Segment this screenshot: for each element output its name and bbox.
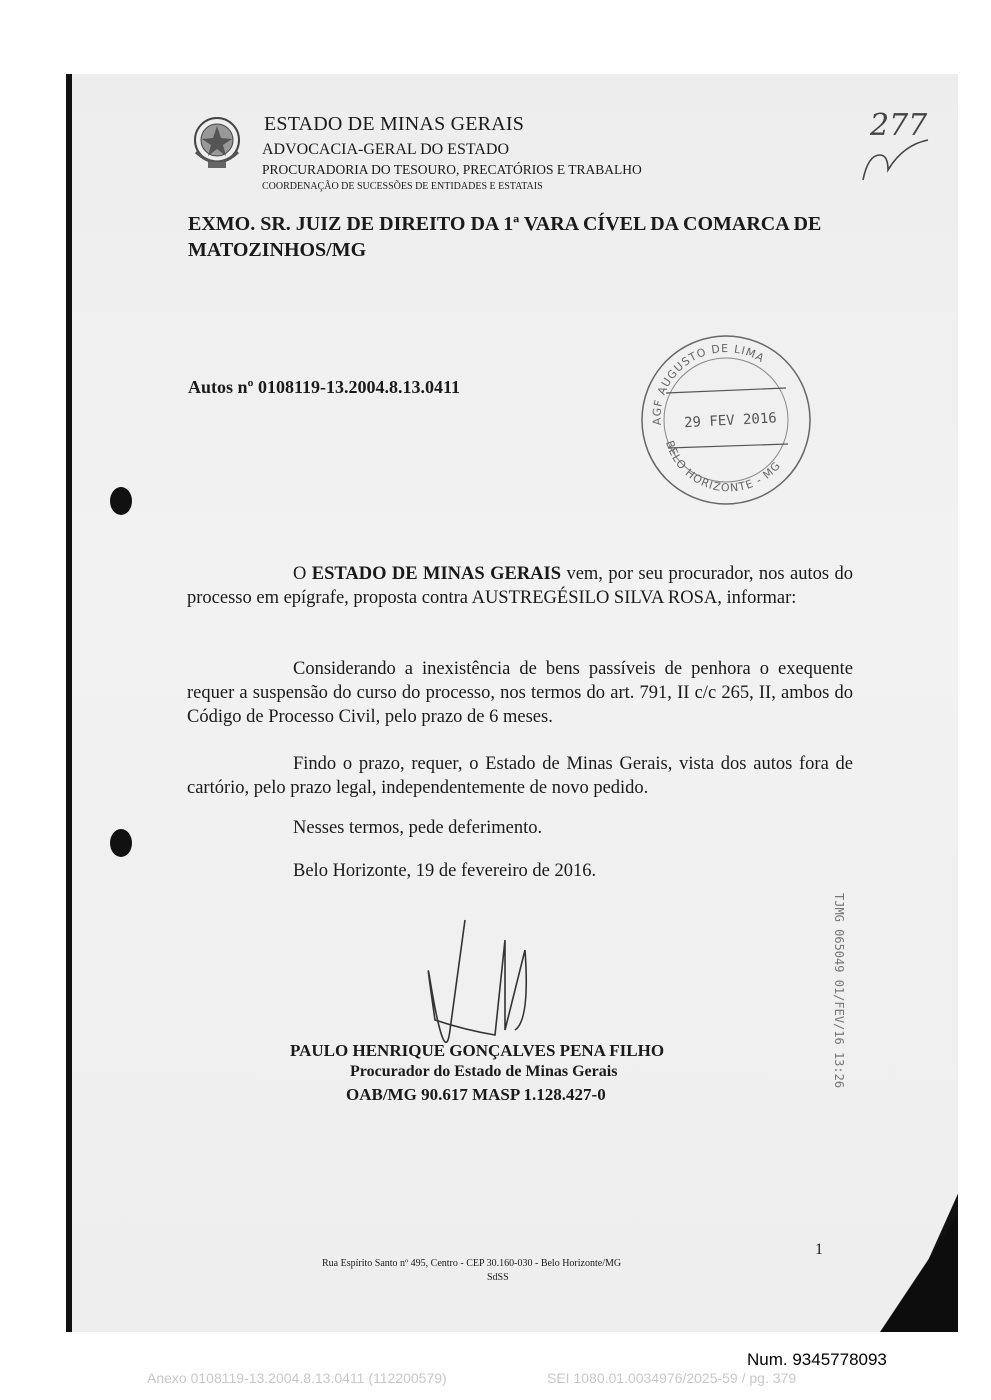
page-number: 1 — [815, 1241, 823, 1258]
footer-address: Rua Espírito Santo nº 495, Centro - CEP 30.160-030 - Belo Horizonte/MG — [322, 1258, 622, 1269]
paragraph-intro: O ESTADO DE MINAS GERAIS vem, por seu procurador, nos autos do processo em epígrafe, proposta contra AUSTREGÉSILO SILVA ROSA, informar: — [187, 564, 853, 608]
document-id: Num. 9345778093 — [747, 1350, 887, 1369]
place-date: Belo Horizonte, 19 de fevereiro de 2016. — [293, 861, 597, 881]
header-agency: ADVOCACIA-GERAL DO ESTADO — [262, 141, 509, 158]
signatory-role: Procurador do Estado de Minas Gerais — [350, 1063, 618, 1080]
addressee: EXMO. SR. JUIZ DE DIREITO DA 1ª VARA CÍVEL DA COMARCA DE MATOZINHOS/MG — [188, 213, 822, 261]
svg-text:BELO HORIZONTE - MG: BELO HORIZONTE - MG — [662, 438, 784, 495]
footer-code: SdSS — [487, 1272, 509, 1283]
paragraph-request: Considerando a inexistência de bens passíveis de penhora o exequente requer a suspensão do curso do processo, nos termos do art. 791, II c/c 265, II, ambos do Código de Processo Civil, pelo prazo de 6 meses. — [187, 659, 853, 727]
svg-text:AGF AUGUSTO DE LIMA: AGF AUGUSTO DE LIMA — [650, 342, 768, 426]
closing-line: Nesses termos, pede deferimento. — [293, 818, 543, 838]
svg-text:277: 277 — [870, 108, 928, 143]
sei-reference: SEI 1080.01.0034976/2025-59 / pg. 379 — [547, 1370, 797, 1386]
punch-hole — [110, 487, 132, 515]
header-department: PROCURADORIA DO TESOURO, PRECATÓRIOS E TRABALHO — [262, 162, 642, 177]
punch-hole — [110, 829, 132, 857]
header-coordination: COORDENAÇÃO DE SUCESSÕES DE ENTIDADES E ESTATAIS — [262, 181, 543, 192]
signatory-name: PAULO HENRIQUE GONÇALVES PENA FILHO — [290, 1041, 665, 1060]
svg-text:29 FEV 2016: 29 FEV 2016 — [683, 410, 778, 432]
handwritten-page-mark — [858, 95, 938, 190]
court-receipt-stamp: TJMG 065049 01/FEV/16 13:26 — [832, 893, 846, 1089]
signatory-registration: OAB/MG 90.617 MASP 1.128.427-0 — [346, 1085, 606, 1104]
receipt-stamp — [636, 330, 816, 510]
case-number: Autos nº 0108119-13.2004.8.13.0411 — [188, 377, 460, 397]
header-state: ESTADO DE MINAS GERAIS — [264, 113, 525, 135]
paragraph-term: Findo o prazo, requer, o Estado de Minas Gerais, vista dos autos fora de cartório, pelo prazo legal, independentemente de novo pedido. — [187, 754, 853, 798]
coat-of-arms-icon — [188, 112, 246, 174]
annex-reference: Anexo 0108119-13.2004.8.13.0411 (112200579) — [147, 1370, 447, 1386]
